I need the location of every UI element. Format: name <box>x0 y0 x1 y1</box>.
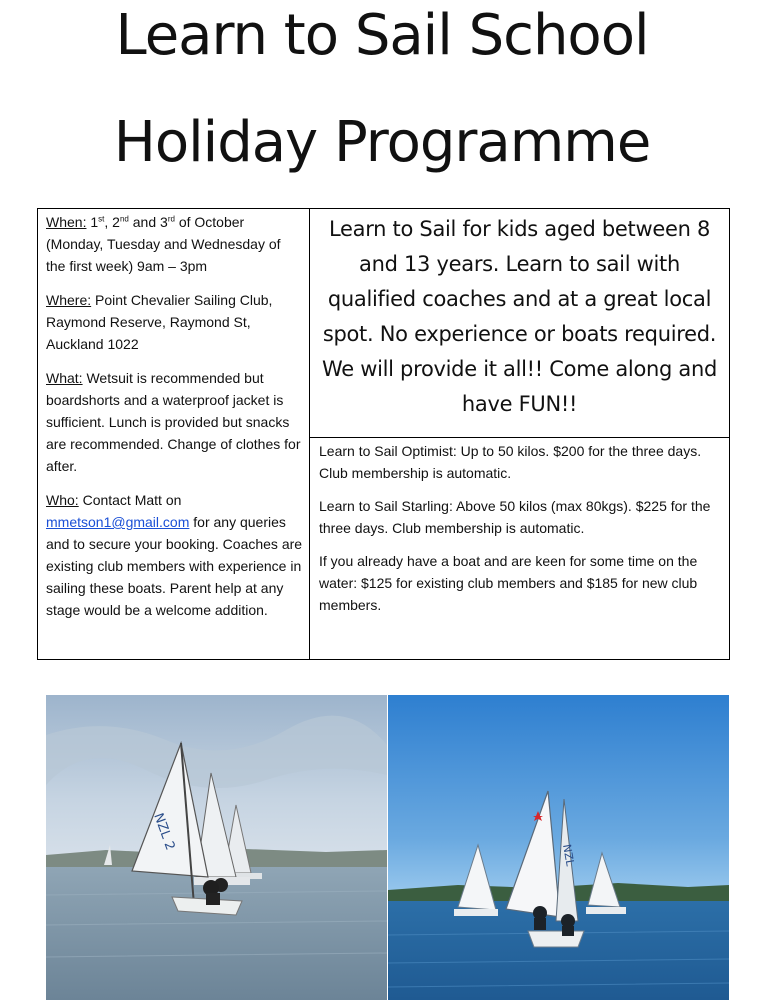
price-starling: Learn to Sail Starling: Above 50 kilos (max 80kgs). $225 for the three days. Club membership is automatic. <box>319 498 711 536</box>
who-label: Who: <box>46 492 79 508</box>
when-day2-suffix: nd <box>119 214 129 224</box>
what-text: Wetsuit is recommended but boardshorts and a waterproof jacket is sufficient. Lunch is provided but snacks are recommended. Change of clothes for after. <box>46 370 301 474</box>
who-text-after: for any queries and to secure your booking. Coaches are existing club members with experience in sailing these boats. Parent help at any stage would be a welcome addition. <box>46 514 303 618</box>
sailing-photo-left-image <box>46 695 387 1000</box>
sailing-photo-right <box>388 695 729 1000</box>
page-title-line-1: Learn to Sail School <box>115 3 649 68</box>
what-section <box>46 367 303 477</box>
page-title-line-2: Holiday Programme <box>113 110 651 175</box>
where-text: Point Chevalier Sailing Club, Raymond Reserve, Raymond St, Auckland 1022 <box>46 292 273 352</box>
when-text: of October (Monday, Tuesday and Wednesday of the first week) 9am – 3pm <box>46 214 281 274</box>
sailing-photo-right-image <box>388 695 729 1000</box>
where-section <box>46 289 303 355</box>
what-label: What: <box>46 370 83 386</box>
sail-number-left: NZL 2 <box>150 811 178 853</box>
when-day3: and 3 <box>128 214 168 230</box>
contact-email-link[interactable]: mmetson1@gmail.com <box>46 514 190 530</box>
price-own-boat: If you already have a boat and are keen for some time on the water: $125 for existing club members and $185 for new club members. <box>319 553 698 613</box>
where-label: Where: <box>46 292 92 308</box>
promo-text: Learn to Sail for kids aged between 8 and 13 years. Learn to sail with qualified coaches and at a great local spot. No experience or boats required. We will provide it all!! Come along and have FUN!! <box>310 209 729 438</box>
when-day3-suffix: rd <box>167 214 175 224</box>
who-text-before: Contact Matt on <box>78 492 182 508</box>
info-table <box>37 208 730 660</box>
sailing-photo-left <box>46 695 387 1000</box>
who-section <box>46 489 303 621</box>
sail-number-right: NZL <box>560 843 577 868</box>
when-label: When: <box>46 214 87 230</box>
price-optimist: Learn to Sail Optimist: Up to 50 kilos. $200 for the three days. Club membership is automatic. <box>319 443 702 481</box>
details-column <box>38 209 310 659</box>
when-day2: , 2 <box>104 214 120 230</box>
when-section <box>46 211 303 277</box>
when-day1: 1 <box>90 214 99 230</box>
pricing-section <box>310 438 729 616</box>
when-day1-suffix: st <box>98 214 105 224</box>
program-column <box>310 209 729 659</box>
